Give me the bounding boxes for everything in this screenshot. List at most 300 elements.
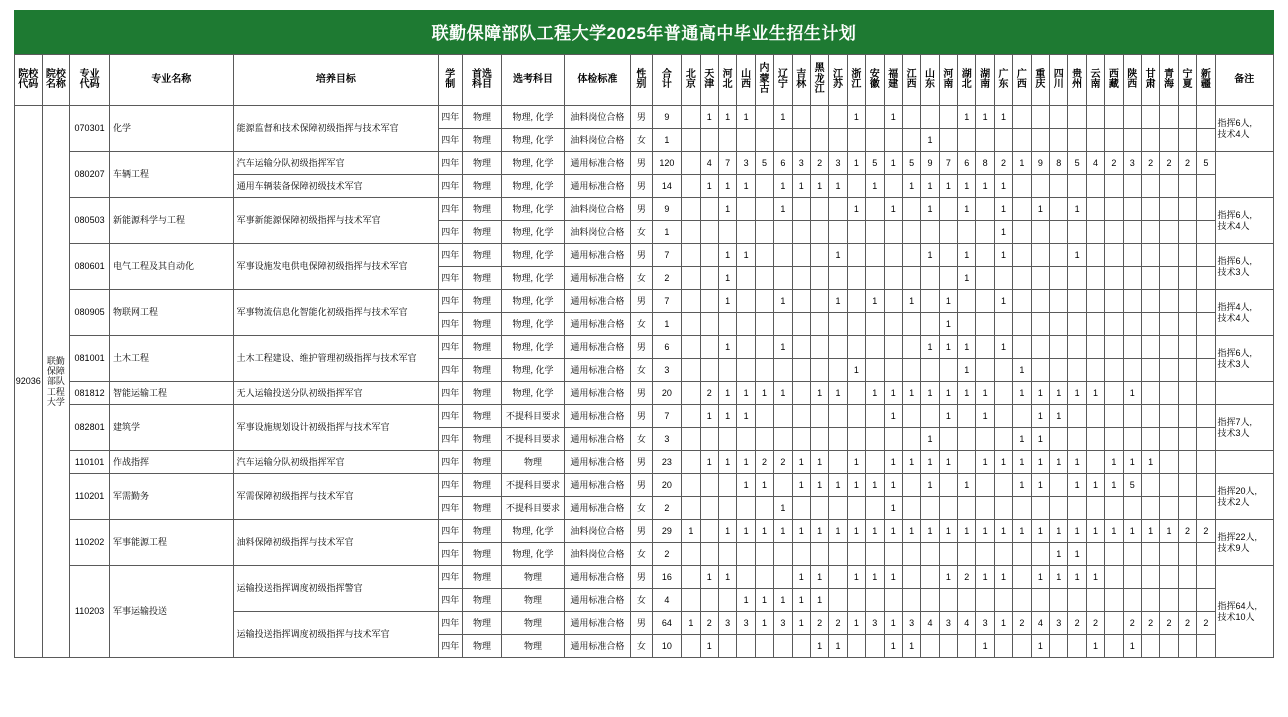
first-subject-cell: 物理 [462,129,502,152]
province-quota-cell [939,474,957,497]
province-quota-cell [829,198,847,221]
province-quota-cell: 1 [792,589,810,612]
physical-standard-cell: 油料岗位合格 [564,221,630,244]
province-quota-cell: 1 [700,566,718,589]
province-quota-cell [1013,290,1031,313]
province-quota-cell [1050,336,1068,359]
province-quota-cell [902,359,920,382]
province-quota-cell [921,543,939,566]
province-quota-cell [994,497,1012,520]
province-quota-cell [700,359,718,382]
province-quota-cell: 1 [1031,520,1049,543]
province-quota-cell [1160,175,1178,198]
remark-cell: 指挥22人, 技术9人 [1215,520,1273,566]
province-quota-cell [1141,543,1159,566]
province-quota-cell [976,589,994,612]
province-quota-cell [866,129,884,152]
major-name-cell: 化学 [110,106,234,152]
province-quota-cell [884,129,902,152]
train-goal-cell: 土木工程建设、维护管理初级指挥与技术军官 [233,336,438,382]
province-quota-cell [829,428,847,451]
province-quota-cell [1086,405,1104,428]
th-optional-subject: 选考科目 [502,55,564,106]
province-quota-cell [737,129,755,152]
province-quota-cell: 1 [939,175,957,198]
province-quota-cell [682,359,700,382]
province-quota-cell [1013,267,1031,290]
province-quota-cell: 1 [902,635,920,658]
province-quota-cell [829,221,847,244]
province-quota-cell: 1 [921,382,939,405]
province-quota-cell: 7 [939,152,957,175]
th-province-ningxia: 宁 夏 [1178,55,1196,106]
province-quota-cell: 1 [958,244,976,267]
province-quota-cell: 1 [866,520,884,543]
province-quota-cell: 1 [1086,566,1104,589]
province-quota-cell: 1 [1031,474,1049,497]
major-name-cell: 智能运输工程 [110,382,234,405]
province-quota-cell [682,129,700,152]
province-quota-cell [1105,612,1123,635]
province-quota-cell [847,589,865,612]
province-quota-cell: 2 [810,152,828,175]
province-quota-cell [976,474,994,497]
province-quota-cell [829,106,847,129]
province-quota-cell [682,382,700,405]
physical-standard-cell: 通用标准合格 [564,405,630,428]
physical-standard-cell: 通用标准合格 [564,589,630,612]
province-quota-cell: 1 [921,336,939,359]
gender-cell: 男 [631,451,652,474]
gender-cell: 女 [631,359,652,382]
total-cell: 7 [652,405,682,428]
major-name-cell: 军事运输投送 [110,566,234,658]
province-quota-cell [1086,129,1104,152]
province-quota-cell [810,221,828,244]
gender-cell: 女 [631,313,652,336]
province-quota-cell [976,221,994,244]
province-quota-cell [939,635,957,658]
province-quota-cell: 1 [718,175,736,198]
physical-standard-cell: 通用标准合格 [564,267,630,290]
first-subject-cell: 物理 [462,428,502,451]
province-quota-cell: 1 [939,451,957,474]
province-quota-cell [1013,175,1031,198]
province-quota-cell: 1 [1068,451,1086,474]
school-name-cell: 联勤保障部队工程大学 [42,106,70,658]
province-quota-cell: 3 [792,152,810,175]
th-schooling: 学 制 [439,55,463,106]
province-quota-cell [1160,244,1178,267]
province-quota-cell [1050,635,1068,658]
province-quota-cell [902,336,920,359]
province-quota-cell: 1 [1013,520,1031,543]
province-quota-cell [994,382,1012,405]
province-quota-cell: 3 [939,612,957,635]
province-quota-cell [1123,566,1141,589]
gender-cell: 男 [631,382,652,405]
province-quota-cell [921,221,939,244]
province-quota-cell [792,405,810,428]
table-row [15,566,1274,589]
major-code-cell: 080905 [70,290,110,336]
province-quota-cell: 1 [1123,382,1141,405]
schooling-cell: 四年 [439,520,463,543]
table-row [15,106,1274,129]
remark-cell: 指挥6人, 技术4人 [1215,198,1273,244]
province-quota-cell [1013,589,1031,612]
first-subject-cell: 物理 [462,336,502,359]
gender-cell: 女 [631,267,652,290]
province-quota-cell [1031,221,1049,244]
province-quota-cell [976,497,994,520]
province-quota-cell: 1 [737,405,755,428]
province-quota-cell [1197,589,1215,612]
province-quota-cell [1105,106,1123,129]
province-quota-cell: 1 [958,520,976,543]
province-quota-cell [1197,313,1215,336]
total-cell: 2 [652,543,682,566]
province-quota-cell [1178,497,1196,520]
province-quota-cell [902,244,920,267]
province-quota-cell: 1 [1086,474,1104,497]
province-quota-cell: 1 [976,405,994,428]
th-province-guangxi: 广 西 [1013,55,1031,106]
province-quota-cell [958,428,976,451]
first-subject-cell: 物理 [462,290,502,313]
province-quota-cell [810,405,828,428]
province-quota-cell [994,589,1012,612]
province-quota-cell [1197,635,1215,658]
province-quota-cell [1031,359,1049,382]
province-quota-cell: 2 [1141,152,1159,175]
th-province-liaoning: 辽 宁 [774,55,792,106]
province-quota-cell: 1 [810,175,828,198]
gender-cell: 男 [631,336,652,359]
province-quota-cell: 5 [866,152,884,175]
province-quota-cell [1123,589,1141,612]
total-cell: 1 [652,313,682,336]
province-quota-cell [1197,106,1215,129]
province-quota-cell [829,129,847,152]
province-quota-cell: 1 [994,198,1012,221]
schooling-cell: 四年 [439,543,463,566]
province-quota-cell: 1 [994,106,1012,129]
first-subject-cell: 物理 [462,175,502,198]
th-province-tianjin: 天 津 [700,55,718,106]
province-quota-cell [1160,359,1178,382]
province-quota-cell [1013,543,1031,566]
province-quota-cell [774,244,792,267]
province-quota-cell: 1 [958,336,976,359]
province-quota-cell [902,566,920,589]
schooling-cell: 四年 [439,290,463,313]
th-province-gansu: 甘 肃 [1141,55,1159,106]
province-quota-cell [1141,175,1159,198]
remark-cell [1215,152,1273,198]
total-cell: 23 [652,451,682,474]
schooling-cell: 四年 [439,497,463,520]
schooling-cell: 四年 [439,244,463,267]
province-quota-cell [976,129,994,152]
province-quota-cell [1178,290,1196,313]
province-quota-cell: 1 [939,313,957,336]
th-first-subject: 首选 科目 [462,55,502,106]
province-quota-cell: 5 [1123,474,1141,497]
province-quota-cell [1105,497,1123,520]
province-quota-cell: 1 [884,152,902,175]
province-quota-cell [1141,405,1159,428]
province-quota-cell [774,313,792,336]
province-quota-cell: 1 [847,451,865,474]
province-quota-cell [755,313,773,336]
province-quota-cell: 1 [829,382,847,405]
province-quota-cell: 1 [792,175,810,198]
province-quota-cell: 1 [1105,474,1123,497]
major-name-cell: 车辆工程 [110,152,234,198]
remark-cell: 指挥6人, 技术3人 [1215,336,1273,382]
province-quota-cell [1178,198,1196,221]
province-quota-cell [1178,428,1196,451]
province-quota-cell [755,543,773,566]
province-quota-cell: 1 [921,428,939,451]
province-quota-cell: 1 [1031,382,1049,405]
province-quota-cell [737,635,755,658]
province-quota-cell [1160,428,1178,451]
province-quota-cell [921,497,939,520]
province-quota-cell: 1 [1086,520,1104,543]
province-quota-cell [792,497,810,520]
province-quota-cell [1105,589,1123,612]
province-quota-cell [1197,382,1215,405]
province-quota-cell [1013,336,1031,359]
page-title: 联勤保障部队工程大学2025年普通高中毕业生招生计划 [14,10,1274,54]
province-quota-cell [1141,428,1159,451]
province-quota-cell: 1 [847,152,865,175]
province-quota-cell [1178,566,1196,589]
province-quota-cell: 3 [737,152,755,175]
optional-subject-cell: 不提科目要求 [502,405,564,428]
province-quota-cell [902,221,920,244]
major-name-cell: 新能源科学与工程 [110,198,234,244]
province-quota-cell: 1 [700,106,718,129]
province-quota-cell [1050,221,1068,244]
province-quota-cell [1013,244,1031,267]
province-quota-cell: 1 [1141,451,1159,474]
province-quota-cell [1123,405,1141,428]
province-quota-cell: 1 [700,405,718,428]
province-quota-cell: 1 [884,405,902,428]
province-quota-cell [1086,106,1104,129]
province-quota-cell [1068,221,1086,244]
province-quota-cell: 1 [700,635,718,658]
admission-plan-table [14,54,1274,658]
province-quota-cell [1197,451,1215,474]
province-quota-cell [1197,543,1215,566]
th-province-hubei: 湖 北 [958,55,976,106]
optional-subject-cell: 物理, 化学 [502,198,564,221]
province-quota-cell [939,497,957,520]
province-quota-cell: 3 [774,612,792,635]
gender-cell: 男 [631,290,652,313]
table-body [15,106,1274,658]
province-quota-cell [902,474,920,497]
total-cell: 64 [652,612,682,635]
province-quota-cell: 3 [1050,612,1068,635]
province-quota-cell: 1 [718,566,736,589]
province-quota-cell [1013,129,1031,152]
province-quota-cell [774,405,792,428]
province-quota-cell: 1 [1160,520,1178,543]
optional-subject-cell: 物理 [502,589,564,612]
province-quota-cell [700,474,718,497]
province-quota-cell [1050,106,1068,129]
province-quota-cell: 3 [976,612,994,635]
province-quota-cell [884,428,902,451]
province-quota-cell [737,359,755,382]
th-province-hebei: 河 北 [718,55,736,106]
major-name-cell: 土木工程 [110,336,234,382]
province-quota-cell [1050,589,1068,612]
province-quota-cell [737,221,755,244]
province-quota-cell: 1 [994,520,1012,543]
schooling-cell: 四年 [439,336,463,359]
province-quota-cell: 1 [939,290,957,313]
province-quota-cell [1086,428,1104,451]
optional-subject-cell: 物理, 化学 [502,106,564,129]
physical-standard-cell: 通用标准合格 [564,290,630,313]
province-quota-cell [1178,313,1196,336]
province-quota-cell: 1 [755,589,773,612]
optional-subject-cell: 物理, 化学 [502,359,564,382]
province-quota-cell [994,129,1012,152]
province-quota-cell [755,106,773,129]
th-province-heilongjiang: 黑 龙 江 [810,55,828,106]
province-quota-cell [921,267,939,290]
province-quota-cell [682,497,700,520]
province-quota-cell: 1 [976,175,994,198]
province-quota-cell: 1 [976,106,994,129]
province-quota-cell [994,359,1012,382]
province-quota-cell [1068,589,1086,612]
province-quota-cell: 1 [774,106,792,129]
province-quota-cell [1141,313,1159,336]
schooling-cell: 四年 [439,359,463,382]
province-quota-cell: 1 [976,566,994,589]
province-quota-cell [682,428,700,451]
province-quota-cell: 1 [958,198,976,221]
province-quota-cell [1160,267,1178,290]
province-quota-cell: 1 [1031,635,1049,658]
province-quota-cell [829,313,847,336]
province-quota-cell: 1 [994,221,1012,244]
province-quota-cell [682,589,700,612]
province-quota-cell [700,267,718,290]
province-quota-cell: 1 [1013,359,1031,382]
province-quota-cell [884,175,902,198]
province-quota-cell [1141,198,1159,221]
province-quota-cell [1031,290,1049,313]
province-quota-cell [1086,175,1104,198]
province-quota-cell [1123,497,1141,520]
province-quota-cell [1086,589,1104,612]
train-goal-cell: 汽车运输分队初级指挥军官 [233,152,438,175]
province-quota-cell [1068,428,1086,451]
remark-cell: 指挥4人, 技术4人 [1215,290,1273,336]
province-quota-cell [1068,635,1086,658]
province-quota-cell [1178,543,1196,566]
major-name-cell: 军事能源工程 [110,520,234,566]
province-quota-cell: 2 [755,451,773,474]
province-quota-cell: 1 [1086,382,1104,405]
remark-cell: 指挥6人, 技术4人 [1215,106,1273,152]
province-quota-cell: 1 [829,474,847,497]
province-quota-cell: 2 [1013,612,1031,635]
province-quota-cell: 3 [1123,152,1141,175]
train-goal-cell: 无人运输投送分队初级指挥军官 [233,382,438,405]
province-quota-cell: 2 [829,612,847,635]
province-quota-cell [1050,428,1068,451]
province-quota-cell: 1 [737,382,755,405]
province-quota-cell [994,428,1012,451]
province-quota-cell [1068,336,1086,359]
province-quota-cell: 1 [737,474,755,497]
first-subject-cell: 物理 [462,474,502,497]
province-quota-cell [1197,405,1215,428]
province-quota-cell [1105,382,1123,405]
province-quota-cell [1105,359,1123,382]
province-quota-cell [810,267,828,290]
province-quota-cell [737,198,755,221]
province-quota-cell: 1 [1050,382,1068,405]
physical-standard-cell: 通用标准合格 [564,635,630,658]
province-quota-cell [1141,497,1159,520]
th-province-beijing: 北 京 [682,55,700,106]
province-quota-cell: 1 [921,520,939,543]
province-quota-cell: 1 [958,474,976,497]
province-quota-cell: 7 [718,152,736,175]
major-name-cell: 军需勤务 [110,474,234,520]
province-quota-cell: 1 [1013,474,1031,497]
province-quota-cell [700,313,718,336]
province-quota-cell [829,336,847,359]
province-quota-cell [1178,589,1196,612]
schooling-cell: 四年 [439,129,463,152]
total-cell: 9 [652,106,682,129]
total-cell: 14 [652,175,682,198]
province-quota-cell [810,336,828,359]
province-quota-cell: 1 [1105,451,1123,474]
province-quota-cell [921,359,939,382]
province-quota-cell: 1 [921,244,939,267]
province-quota-cell: 1 [792,451,810,474]
province-quota-cell: 1 [810,382,828,405]
province-quota-cell [1086,198,1104,221]
province-quota-cell [866,543,884,566]
province-quota-cell [847,129,865,152]
province-quota-cell [810,313,828,336]
province-quota-cell [1086,359,1104,382]
province-quota-cell [718,474,736,497]
province-quota-cell [1105,566,1123,589]
province-quota-cell [1160,198,1178,221]
province-quota-cell [958,497,976,520]
province-quota-cell [774,635,792,658]
province-quota-cell [1123,198,1141,221]
province-quota-cell [1141,106,1159,129]
province-quota-cell: 2 [1105,152,1123,175]
province-quota-cell [884,359,902,382]
